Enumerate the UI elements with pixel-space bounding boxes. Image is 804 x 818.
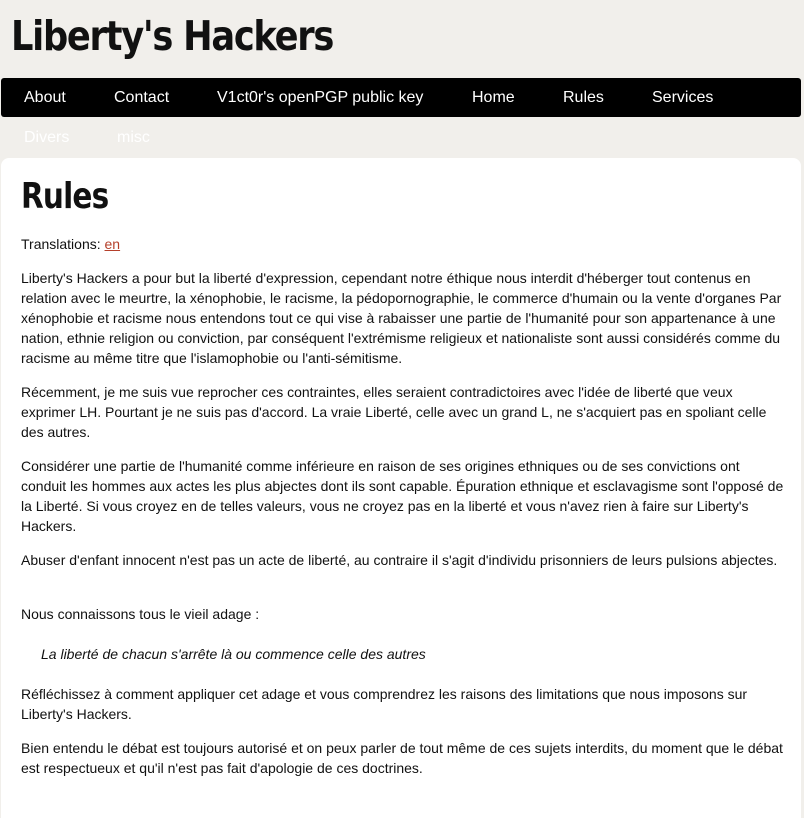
translation-link-en[interactable]: en bbox=[104, 236, 121, 252]
paragraph-5: Nous connaissons tous le vieil adage : bbox=[21, 606, 260, 622]
nav-item-misc[interactable]: misc bbox=[117, 129, 150, 146]
translations-line bbox=[21, 234, 786, 254]
translations-label: Translations: bbox=[21, 236, 101, 252]
adage-quote: La liberté de chacun s'arrête là ou commence celle des autres bbox=[41, 646, 426, 662]
paragraph-2: Récemment, je me suis vue reprocher ces contraintes, elles seraient contradictoires avec l'idée de liberté que veux exprimer LH. Pourtant je ne suis pas d'accord. La vraie Liberté, celle avec un grand L, ne s'acquiert pas en spoliant celle des autres. bbox=[21, 384, 767, 440]
nav-item-divers[interactable]: Divers bbox=[24, 129, 70, 146]
site-title[interactable]: Liberty's Hackers bbox=[11, 12, 334, 60]
closing-paragraph-2: Bien entendu le débat est toujours autorisé et on peux parler de tout même de ces sujets interdits, du moment que le débat est respectueux et qu'il n'est pas fait d'apologie de ces doctrines. bbox=[21, 740, 783, 776]
main-navbar bbox=[1, 78, 801, 117]
closing-paragraph-1: Réfléchissez à comment appliquer cet adage et vous comprendrez les raisons des limitations que nous imposons sur Liberty's Hackers. bbox=[21, 686, 748, 722]
nav-item-home[interactable]: Home bbox=[472, 89, 515, 106]
paragraph-1: Liberty's Hackers a pour but la liberté d'expression, cependant notre éthique nous interdit d'héberger tout contenus en relation avec le meurtre, la xénophobie, le racisme, la pédopornographie, le commerce d'humain ou la vente d'organes Par xénophobie et racisme nous entendons tout ce qui vise à rabaisser une partie de l'humanité pour son appartenance à une nation, ethnie religion ou conviction, par conséquent l'extrémisme religieux et nationaliste sont aussi considérés comme du racisme au même titre que l'islamophobie ou l'anti-sémitisme. bbox=[21, 270, 782, 366]
paragraph-4: Abuser d'enfant innocent n'est pas un acte de liberté, au contraire il s'agit d'individu prisonniers de leurs pulsions abjectes. bbox=[21, 552, 778, 568]
nav-item-about[interactable]: About bbox=[24, 89, 66, 106]
nav-item-services[interactable]: Services bbox=[652, 89, 714, 106]
nav-item-contact[interactable]: Contact bbox=[114, 89, 170, 106]
content-panel bbox=[1, 158, 801, 818]
page-title: Rules bbox=[21, 176, 109, 217]
nav-item-pgp-key[interactable]: V1ct0r's openPGP public key bbox=[217, 89, 424, 106]
nav-item-rules[interactable]: Rules bbox=[563, 89, 604, 106]
paragraph-3: Considérer une partie de l'humanité comme inférieure en raison de ses origines ethniques ou de ses convictions ont conduit les hommes aux actes les plus abjectes dont ils sont capable. Épuration ethnique et esclavagisme sont l'opposé de la Liberté. Si vous croyez en de telles valeurs, vous ne croyez pas en la liberté et vous n'avez rien à faire sur Liberty's Hackers. bbox=[21, 458, 784, 534]
